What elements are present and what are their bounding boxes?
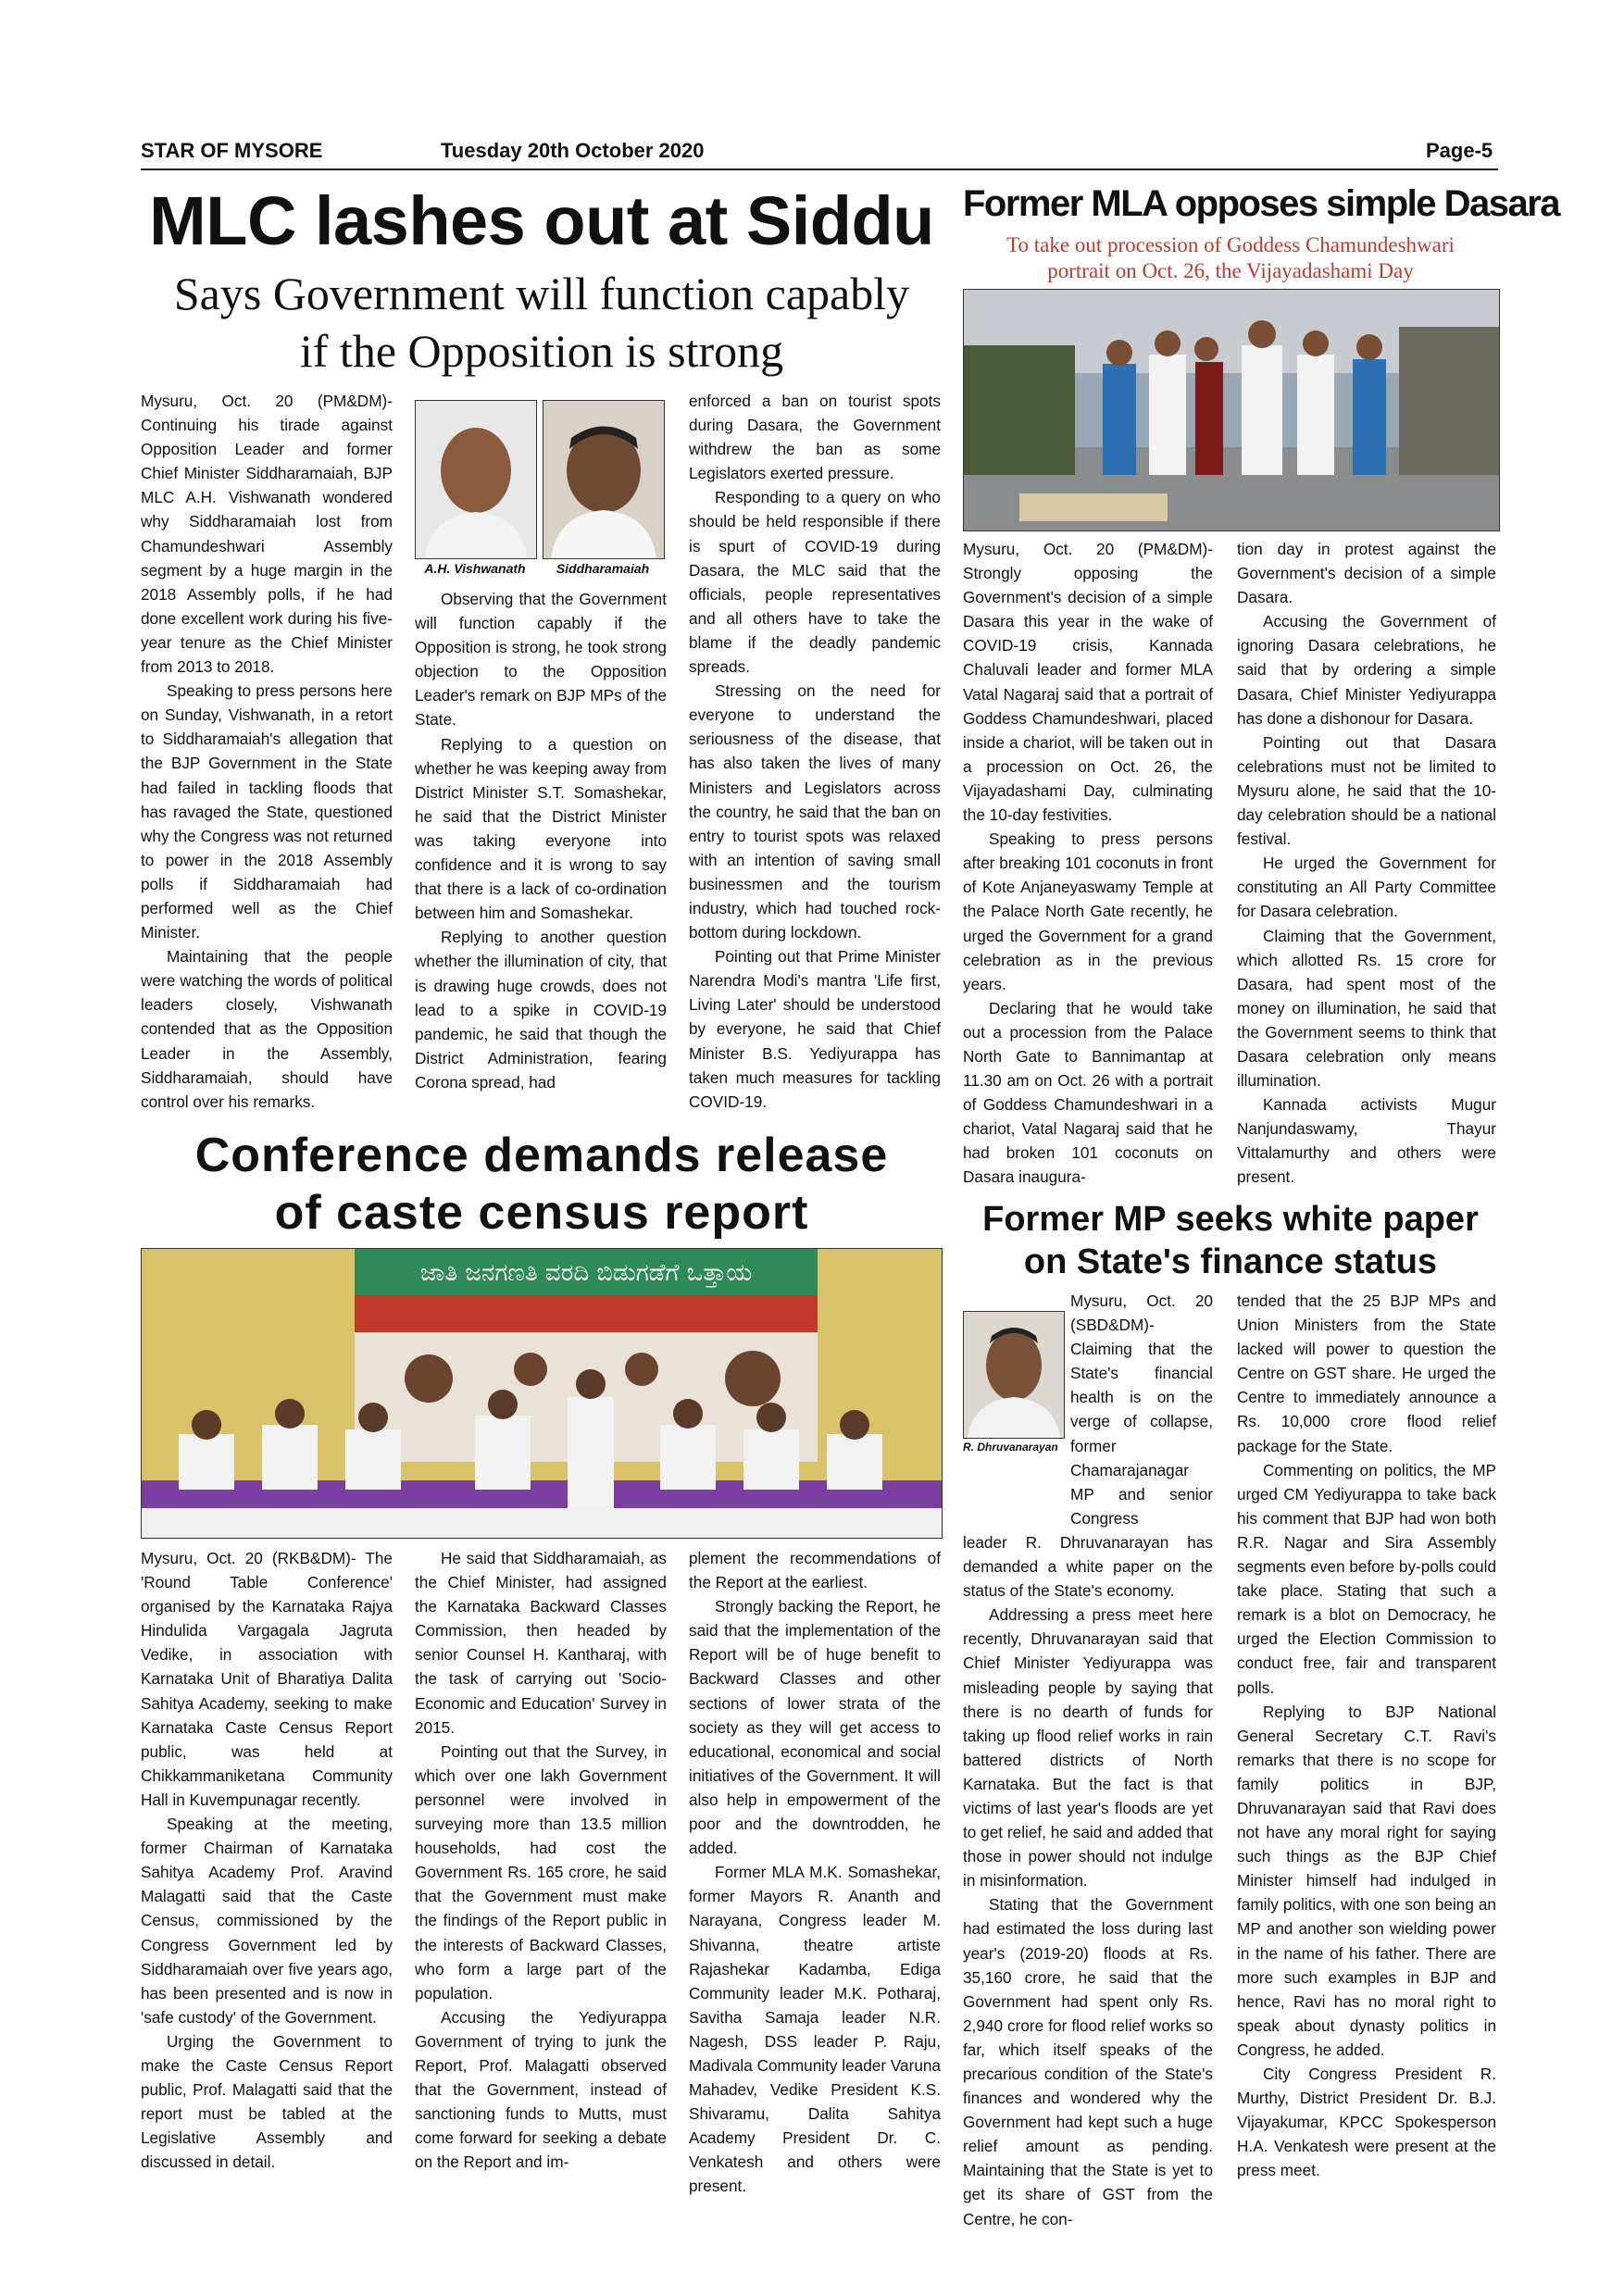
vishwanath-photo xyxy=(415,400,537,559)
paragraph: tended that the 25 BJP MPs and Union Ministers from the State lacked will power to question the Centre on GST share. He urged the Centre to immediately announce a Rs. 10,000 crore flood relief package for the State. xyxy=(1237,1292,1496,1455)
photo-caption-siddharamaiah: Siddharamaiah xyxy=(556,561,650,576)
story3-headline-1: Conference demands release xyxy=(194,1129,889,1182)
banner-text: ಜಾತಿ ಜನಗಣತಿ ವರದಿ ಬಿಡುಗಡೆಗೆ ಒತ್ತಾಯ xyxy=(419,1259,753,1287)
story1-col2 xyxy=(415,587,667,1094)
conference-photo xyxy=(141,1248,943,1539)
paragraph: Commenting on politics, the MP urged CM Yediyurappa to take back his comment that BJP had won both R.R. Nagar and Sira Assembly segments even before by-polls could take place. Stating that such a remark is a blot on Democracy, he urged the Election Commission to conduct free, fair and transparent polls. xyxy=(1237,1460,1496,1697)
paragraph: Kannada activists Mugur Nanjundaswamy, Thayur Vittalamurthy and others were present. xyxy=(1237,1095,1496,1187)
story1-subhead-2: if the Opposition is strong xyxy=(299,325,784,377)
paragraph: Mysuru, Oct. 20 (PM&DM)- Strongly opposing the Government's decision of a simple Dasara this year in the wake of COVID-19 crisis, Kannada Chaluvali leader and former MLA Vatal Nagaraj said that a portrait of Goddess Chamundeshwari, placed inside a chariot, will be taken out in a procession on Oct. 26, the Vijayadashami Day, culminating the 10-day festivities. xyxy=(963,540,1213,825)
story2-col1 xyxy=(963,537,1213,1190)
paragraph: Replying to a question on whether he was keeping away from District Minister S.T. Somashekar, he said that the District Minister was taking everyone into confidence and it is wrong to say that there is a lack of co-ordination between him and Somashekar. xyxy=(415,734,667,923)
paragraph: plement the recommendations of the Report at the earliest. xyxy=(689,1549,941,1592)
story4-headline-2: on State's finance status xyxy=(1023,1242,1438,1281)
paragraph: Accusing the Government of ignoring Dasara celebrations, he said that by ordering a simple Dasara, Chief Minister Yediyurappa has done a dishonour for Dasara. xyxy=(1237,612,1496,728)
photo-caption-vishwanath: A.H. Vishwanath xyxy=(424,561,526,576)
paragraph: Accusing the Yediyurappa Government of trying to junk the Report, Prof. Malagatti observed that the Government, instead of sanctioning funds to Mutts, must come forward for seeking a debate on the Report and im- xyxy=(415,2007,667,2172)
paragraph: Claiming that the Government, which allotted Rs. 15 crore for Dasara, had spent most of the money on illumination, he said that the Government seems to think that Dasara celebration only means illumination. xyxy=(1237,926,1496,1091)
paragraph: leader R. Dhruvanarayan has demanded a white paper on the status of the State's economy. xyxy=(963,1532,1213,1601)
paragraph: Former MLA M.K. Somashekar, former Mayors R. Ananth and Narayana, Congress leader M. Shivanna, theatre artiste Rajashekar Kadamba, Ediga Community leader M.K. Potharaj, Savitha Samaja leader N.R. Nagesh, DSS leader P. Raju, Madivala Community leader Varuna Mahadev, Vedike President K.S. Shivaramu, Dalita Sahitya Academy President Dr. C. Venkatesh and others were present. xyxy=(689,1863,941,2196)
paragraph: enforced a ban on tourist spots during Dasara, the Government withdrew the ban as some Legislators exerted pressure. xyxy=(689,392,941,483)
paragraph: Maintaining that the people were watching the words of political leaders closely, Vishwanath contended that as the Opposition Leader in the Assembly, Siddharamaiah, should have control over his remarks. xyxy=(141,947,393,1111)
story2-subhead-2: portrait on Oct. 26, the Vijayadashami Day xyxy=(1047,259,1414,282)
paragraph: Declaring that he would take out a procession from the Palace North Gate to Bannimantap at 11.30 am on Oct. 26 with a portrait of Goddess Chamundeshwari in a chariot, Vatal Nagaraj said that he had broken 101 coconuts on Dasara inaugura- xyxy=(963,998,1213,1187)
paragraph: Replying to another question whether the illumination of city, that is drawing huge crowds, does not lead to a spike in COVID-19 pandemic, he said that though the District Administration, fearing Corona spread, had xyxy=(415,928,667,1092)
story2-headline: Former MLA opposes simple Dasara xyxy=(963,183,1560,224)
story4-col2 xyxy=(1237,1289,1496,2182)
story4-col1 xyxy=(963,1289,1213,2231)
paragraph: Stressing on the need for everyone to understand the seriousness of the disease, that has also taken the lives of many Ministers and Legislators across the country, he said that the ban on entry to tourist spots was relaxed with an intention of saving small businessmen and the tourism industry, which had touched rock-bottom during lockdown. xyxy=(689,681,941,942)
story1-col3 xyxy=(689,389,941,1114)
page-number: Page-5 xyxy=(1426,139,1493,162)
paragraph: Replying to BJP National General Secretary C.T. Ravi's remarks that there is no scope for family politics in BJP, Dhruvanarayan said that Ravi does not have any moral right for saying such things as the BJP Chief Minister himself had indulged in family politics, with one son being an MP and another son wielding power in the name of his father. There are more such examples in BJP and hence, Ravi has no moral right to speak about dynasty politics in Congress, he added. xyxy=(1237,1702,1496,2059)
paragraph: He urged the Government for constituting an All Party Committee for Dasara celebration. xyxy=(1237,854,1496,921)
issue-date: Tuesday 20th October 2020 xyxy=(441,139,705,162)
paragraph: Pointing out that the Survey, in which over one lakh Government personnel were involved in surveying more than 13.5 million households, had cost the Government Rs. 165 crore, he said that the Government must make the findings of the Report public in the interests of Backward Classes, who form a large part of the population. xyxy=(415,1741,667,2003)
paragraph: Stating that the Government had estimated the loss during last year's (2019-20) floods at Rs. 35,160 crore, he said that the Government had spent only Rs. 2,940 crore for flood relief works so far, which itself speaks of the precarious condition of the State's finances and wondered why the Government had kept such a huge relief amount as pending. Maintaining that the State is yet to get its share of GST from the Centre, he con- xyxy=(963,1895,1213,2228)
story4-headline-1: Former MP seeks white paper xyxy=(982,1200,1479,1239)
paragraph: Pointing out that Dasara celebrations must not be limited to Mysuru alone, he said that the 10-day celebration should be a national festival. xyxy=(1237,732,1496,849)
story3-col2 xyxy=(415,1546,667,2174)
paper-name: STAR OF MYSORE xyxy=(141,139,323,162)
story2-subhead-1: To take out procession of Goddess Chamundeshwari xyxy=(1006,233,1455,256)
story3-headline-2: of caste census report xyxy=(274,1186,809,1240)
photo-caption-dhruvanarayan: R. Dhruvanarayan xyxy=(963,1441,1058,1454)
paragraph: Speaking to press persons here on Sunday, Vishwanath, in a retort to Siddharamaiah's allegation that the BJP Government in the State had failed in tackling floods that has ravaged the State, questioned why the Congress was not returned to power in the 2018 Assembly polls if Siddharamaiah had performed well as the Chief Minister. xyxy=(141,681,393,942)
paragraph: Mysuru, Oct. 20 (RKB&DM)- The 'Round Table Conference' organised by the Karnataka Rajya Hindulida Vargagala Jagruta Vedike, in association with Karnataka Unit of Bharatiya Dalita Sahitya Academy, seeking to make Karnataka Caste Census Report public, was held at Chikkammaniketana Community Hall in Kuvempunagar recently. xyxy=(141,1549,393,1809)
masthead-rule xyxy=(141,168,1498,170)
paragraph: He said that Siddharamaiah, as the Chief Minister, had assigned the Karnataka Backward Classes Commission, then headed by senior Counsel H. Kantharaj, with the task of carrying out 'Socio-Economic and Education' Survey in 2015. xyxy=(415,1549,667,1737)
story1-headline: MLC lashes out at Siddu xyxy=(149,182,934,259)
coconut-breaking-photo xyxy=(963,289,1500,531)
paragraph: Addressing a press meet here recently, Dhruvanarayan said that Chief Minister Yediyurappa was misleading people by saying that there is no dearth of funds for taking up flood relief works in rain battered districts of North Karnataka. But the fact is that victims of last year's floods are yet to get relief, he said and added that those in power should not indulge in misinformation. xyxy=(963,1605,1213,1890)
paragraph: City Congress President R. Murthy, District President Dr. B.J. Vijayakumar, KPCC Spokesperson H.A. Venkatesh were present at the press meet. xyxy=(1237,2065,1496,2180)
story2-col2 xyxy=(1237,537,1496,1190)
paragraph: Urging the Government to make the Caste Census Report public, Prof. Malagatti said that the report must be tabled at the Legislative Assembly and discussed in detail. xyxy=(141,2031,393,2172)
paragraph: tion day in protest against the Government's decision of a simple Dasara. xyxy=(1237,540,1496,607)
paragraph: Observing that the Government will function capably if the Opposition is strong, he took strong objection to the Opposition Leader's remark on BJP MPs of the State. xyxy=(415,590,667,730)
paragraph: Mysuru, Oct. 20 (PM&DM)- Continuing his tirade against Opposition Leader and former Chief Minister Siddharamaiah, BJP MLC A.H. Vishwanath wondered why Siddharamaiah lost from Chamundeshwari Assembly segment by a huge margin in the 2018 Assembly polls, if he had done excellent work during his five-year tenure as the Chief Minister from 2013 to 2018. xyxy=(141,392,393,677)
paragraph: Speaking to press persons after breaking 101 coconuts in front of Kote Anjaneyaswamy Temple at the Palace North Gate recently, he urged the Government for a grand celebration as in the previous years. xyxy=(963,830,1213,993)
story3-col1 xyxy=(141,1546,393,2174)
siddharamaiah-photo xyxy=(543,400,665,559)
story3-col3 xyxy=(689,1546,941,2199)
story1-col1 xyxy=(141,389,393,1114)
paragraph: Speaking at the meeting, former Chairman of Karnataka Sahitya Academy Prof. Aravind Malagatti said that the Caste Census, commissioned by the Congress Government led by Siddharamaiah over five years ago, has been presented and is now in 'safe custody' of the Government. xyxy=(141,1815,393,2027)
story1-subhead-1: Says Government will function capably xyxy=(173,268,910,319)
paragraph: Responding to a query on who should be held responsible if there is spurt of COVID-19 during Dasara, the MLC said that the officials, people representatives and all others have to take the blame if the deadly pandemic spreads. xyxy=(689,488,941,677)
paragraph: Pointing out that Prime Minister Narendra Modi's mantra 'Life first, Living Later' should be understood by everyone, he said that Chief Minister B.S. Yediyurappa has taken much measures for tackling COVID-19. xyxy=(689,947,941,1111)
paragraph: Mysuru, Oct. 20 (SBD&DM)- Claiming that the State's financial health is on the verge of collapse, former Chamarajanagar MP and senior Congress xyxy=(1070,1292,1213,1528)
paragraph: Strongly backing the Report, he said that the implementation of the Report will be of huge benefit to Backward Classes and other sections of lower strata of the society as they will get access to educational, economical and social initiatives of the Government. It will also help in empowerment of the poor and the downtrodden, he added. xyxy=(689,1597,941,1858)
